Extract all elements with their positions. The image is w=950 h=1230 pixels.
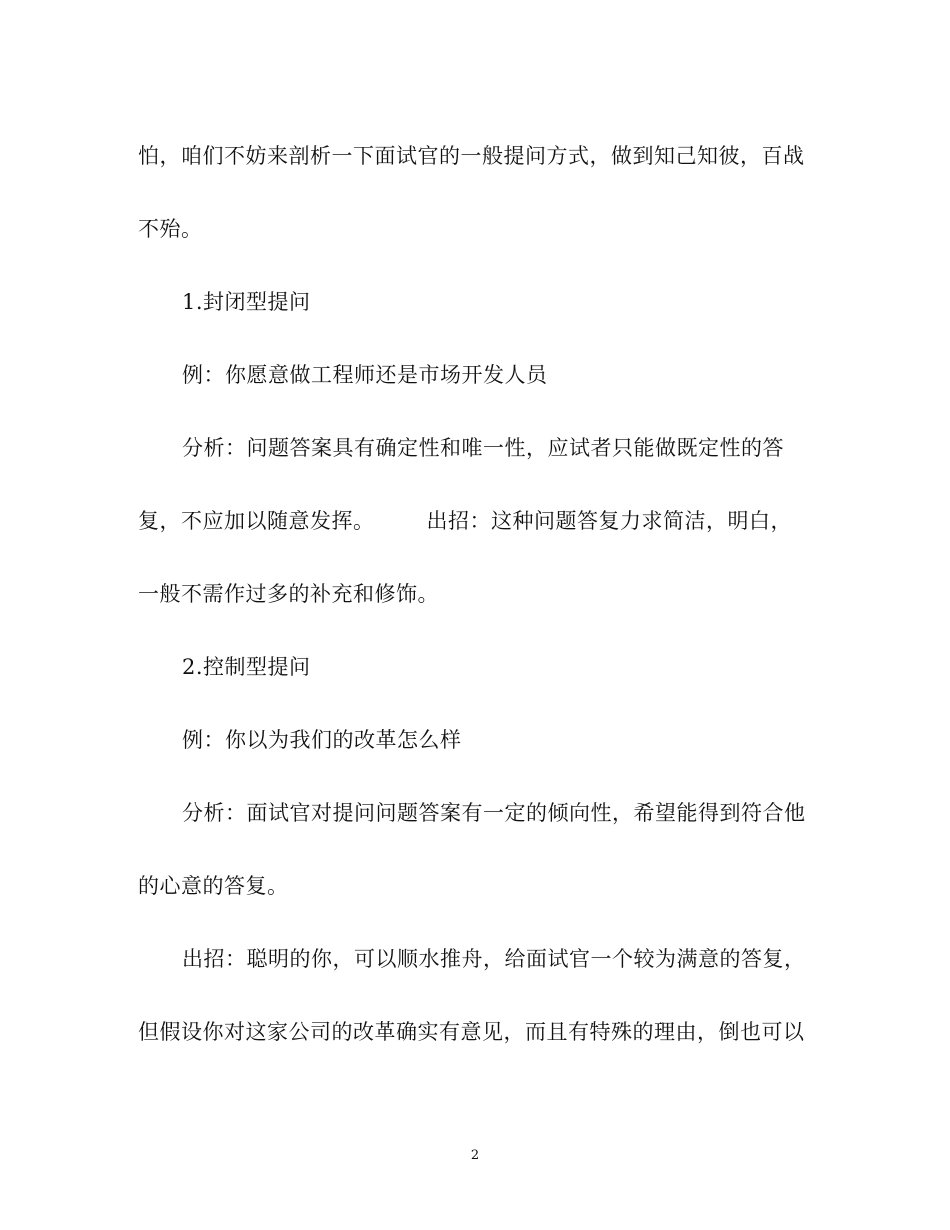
paragraph-line: 一般不需作过多的补充和修饰。 [138,582,439,606]
paragraph-line: 分析：面试官对提问问题答案有一定的倾向性，希望能得到符合他 [182,801,806,825]
paragraph-line [138,507,792,535]
paragraph-text: 出招：这种问题答复力求简洁，明白， [426,509,792,533]
page-number: 2 [470,1148,480,1163]
section-heading: 1.封闭型提问 [182,290,311,314]
paragraph-line: 例：你愿意做工程师还是市场开发人员 [182,363,548,387]
paragraph-line: 怕，咱们不妨来剖析一下面试官的一般提问方式，做到知己知彼，百战 [138,144,805,168]
section-heading: 2.控制型提问 [182,655,311,679]
paragraph-line: 但假设你对这家公司的改革确实有意见，而且有特殊的理由，倒也可以 [138,1020,805,1044]
paragraph-line: 出招：聪明的你，可以顺水推舟，给面试官一个较为满意的答复， [182,947,806,971]
paragraph-line: 分析：问题答案具有确定性和唯一性，应试者只能做既定性的答 [182,436,784,460]
paragraph-line: 不殆。 [138,217,203,241]
paragraph-text: 复，不应加以随意发挥。 [138,509,375,533]
paragraph-line: 的心意的答复。 [138,874,289,898]
paragraph-line: 例：你以为我们的改革怎么样 [182,728,462,752]
